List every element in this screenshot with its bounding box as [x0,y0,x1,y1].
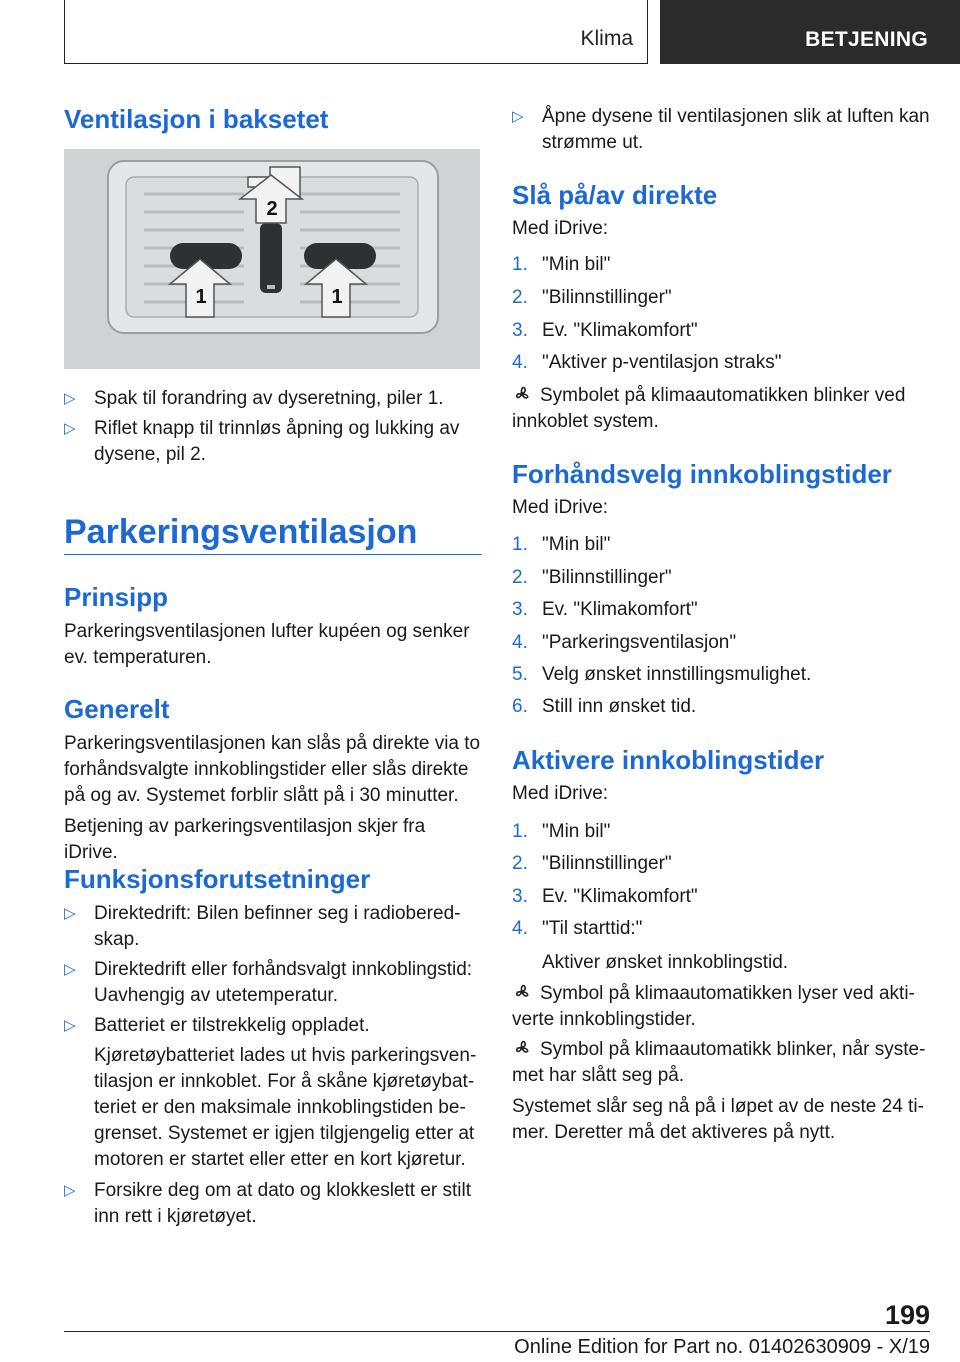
list-item: 3. Ev. "Klimakomfort" [512,320,698,341]
list-item: 1. "Min bil" [512,821,611,842]
paragraph-with-icon: Symbol på klimaautomatikk blinker, når systemet har slått seg på. [512,1039,926,1086]
list-item: ▷ Batteriet er tilstrekkelig oppladet. [64,1013,482,1039]
list-item: ▷ Riflet knapp til trinnløs åpning og lukking av dysene, pil 2. [64,418,460,465]
arrow-label-1-left: 1 [195,286,207,308]
fan-icon [512,1039,532,1057]
section-title-general: Generelt [64,694,170,724]
paragraph-with-icon: Symbolet på klimaautomatikken blinker ved innkoblet system. [512,385,906,432]
header-section-label: Klima [580,27,633,50]
section-title-activate-times: Aktivere innkoblingstider [512,745,825,775]
list-item: 3. Ev. "Klimakomfort" [512,599,698,620]
paragraph: Parkeringsventilasjonen lufter kupéen og senker ev. temperaturen. [64,621,470,668]
list-item-continuation: Aktiver ønsket innkoblingstid. [542,952,789,973]
title-rule [64,554,482,555]
page-number: 199 [884,1300,930,1330]
section-title-direct-onoff: Slå på/av direkte [512,180,718,210]
section-title-rear-ventilation: Ventilasjon i baksetet [64,104,329,134]
fan-icon [512,385,532,403]
bullet-triangle-icon: ▷ [512,108,524,125]
section-title-requirements: Funksjonsforutsetninger [64,864,371,894]
list-item: 3. Ev. "Klimakomfort" [512,886,698,907]
list-item: ▷ Åpne dysene til ventilasjonen slik at luften kan strømme ut. [512,106,930,153]
list-item: 1. "Min bil" [512,254,611,275]
paragraph: Med iDrive: [512,497,609,518]
footer-edition: Online Edition for Part no. 01402630909 - X/19 [514,1336,930,1358]
list-item: ▷ Spak til forandring av dyseretning, piler 1. [64,386,482,412]
header-chapter-box [660,0,960,64]
list-item: 2. "Bilinnstillinger" [512,287,672,308]
header-section-box [64,0,648,64]
section-title-principle: Prinsipp [64,582,169,612]
paragraph: Med iDrive: [512,218,609,239]
header-chapter-label: BETJENING [805,28,928,51]
bullet-triangle-icon: ▷ [64,1017,76,1034]
arrow-label-1-right: 1 [331,286,343,308]
list-item: 6. Still inn ønsket tid. [512,696,697,717]
list-item-continuation: Kjøretøybatteriet lades ut hvis parkeringsventilasjon er innkoblet. For å skåne kjøretøybatteriet er den maksimale innkoblingstiden begrenset. Systemet er igjen tilgjengelig etter at motoren er startet eller etter en kort kjøretur. [94,1045,477,1170]
list-item: 4. "Til starttid:" [512,918,643,939]
list-item: 4. "Aktiver p-ventilasjon straks" [512,352,782,373]
list-item: ▷ Direktedrift: Bilen befinner seg i radioberedskap. [64,903,461,950]
rear-vent-illustration [64,149,480,369]
footer-rule [64,1331,930,1332]
bullet-triangle-icon: ▷ [64,390,76,407]
arrow-label-2: 2 [266,198,278,220]
bullet-triangle-icon: ▷ [64,905,76,922]
fan-icon [512,983,532,1001]
list-item: 2. "Bilinnstillinger" [512,567,672,588]
paragraph: Systemet slår seg nå på i løpet av de neste 24 timer. Deretter må det aktiveres på nytt. [512,1096,924,1143]
list-item: 1. "Min bil" [512,534,611,555]
paragraph: Parkeringsventilasjonen kan slås på direkte via to forhåndsvalgte innkoblingstider eller slås direkte på og av. Systemet forblir slått på i 30 minutter. [64,733,481,806]
bullet-triangle-icon: ▷ [64,961,76,978]
paragraph-with-icon: Symbol på klimaautomatikken lyser ved aktiverte innkoblingstider. [512,983,915,1030]
list-item: 2. "Bilinnstillinger" [512,853,672,874]
paragraph: Med iDrive: [512,783,609,804]
bullet-triangle-icon: ▷ [64,420,76,437]
section-title-preset-times: Forhåndsvelg innkoblingstider [512,459,892,489]
chapter-title-parking-ventilation: Parkeringsventilasjon [64,513,418,551]
list-item: ▷ Direktedrift eller forhåndsvalgt innkoblingstid: Uavhengig av utetemperatur. [64,959,473,1006]
paragraph: Betjening av parkeringsventilasjon skjer fra iDrive. [64,816,426,863]
list-item: 5. Velg ønsket innstillingsmulighet. [512,664,812,685]
list-item: ▷ Forsikre deg om at dato og klokkeslett er stilt inn rett i kjøretøyet. [64,1180,471,1227]
list-item: 4. "Parkeringsventilasjon" [512,632,737,653]
bullet-triangle-icon: ▷ [64,1182,76,1199]
